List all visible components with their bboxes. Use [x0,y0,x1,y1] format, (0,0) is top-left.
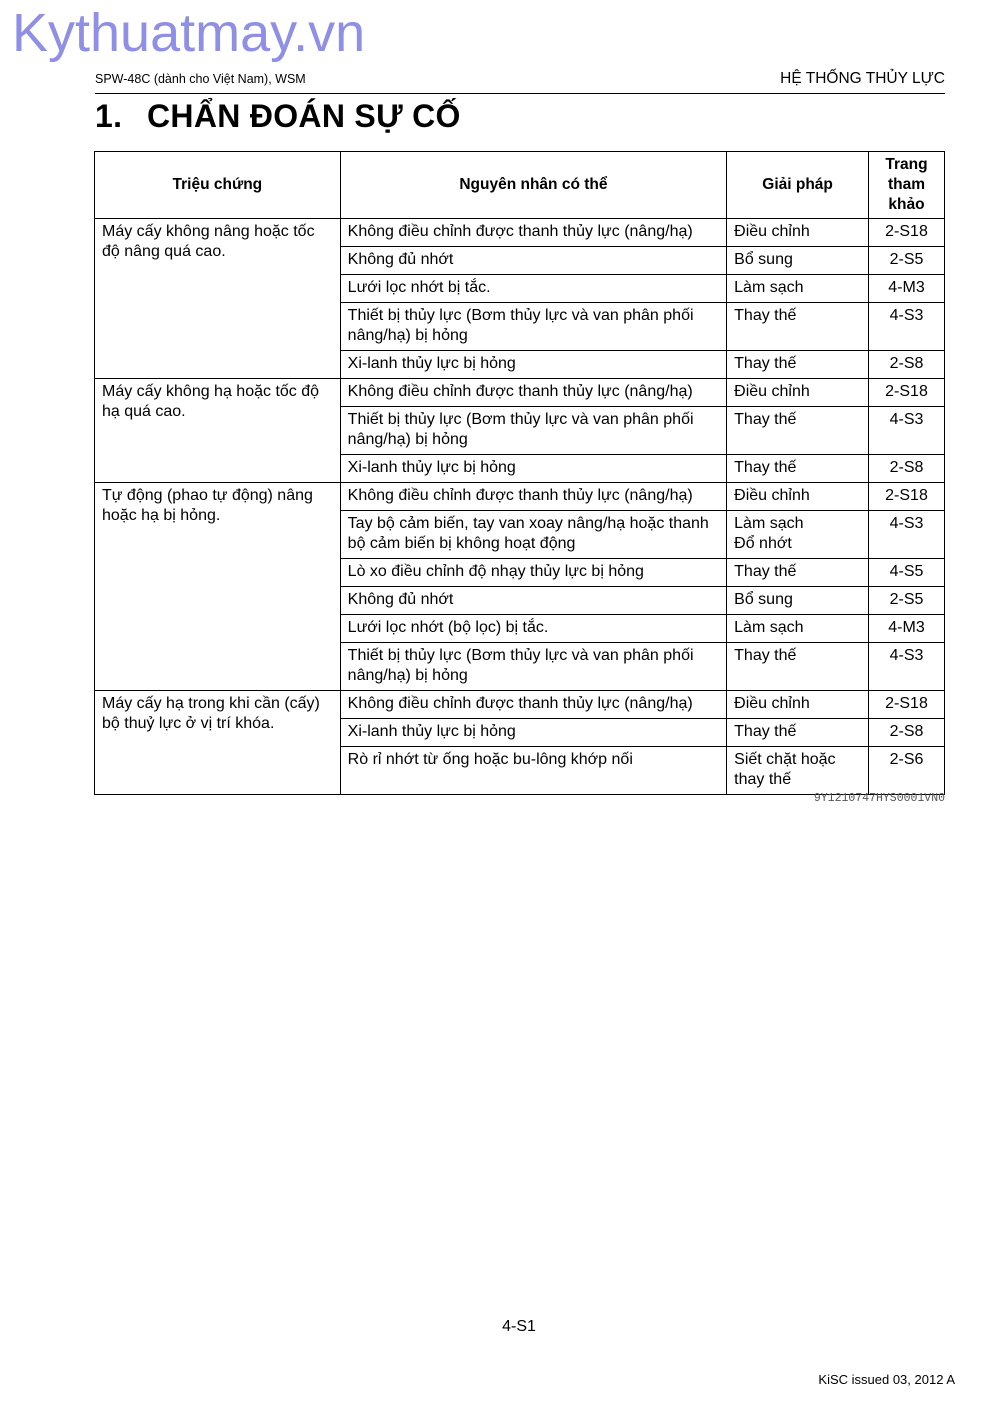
reference-cell: 2-S18 [869,379,945,407]
reference-cell: 2-S18 [869,691,945,719]
page-number: 4-S1 [502,1318,536,1335]
header-reference-text: Trang tham khảo [885,156,928,213]
cause-cell: Xi-lanh thủy lực bị hỏng [340,351,726,379]
solution-cell: Điều chỉnh [727,379,869,407]
header-reference [869,152,945,219]
reference-cell: 2-S18 [869,483,945,511]
cause-cell: Xi-lanh thủy lực bị hỏng [340,455,726,483]
solution-cell: Siết chặt hoặc thay thế [727,747,869,795]
troubleshooting-table [94,151,945,795]
solution-cell: Làm sạch Đổ nhớt [727,511,869,559]
cause-cell: Lưới lọc nhớt (bộ lọc) bị tắc. [340,615,726,643]
solution-cell: Làm sạch [727,615,869,643]
header-section-name: HỆ THỐNG THỦY LỰC [780,70,945,87]
solution-cell: Thay thế [727,559,869,587]
title-number: 1. [95,98,123,134]
reference-cell: 4-S3 [869,303,945,351]
reference-cell: 2-S6 [869,747,945,795]
reference-cell: 2-S8 [869,455,945,483]
cause-cell: Không điều chỉnh được thanh thủy lực (nâng/hạ) [340,691,726,719]
issue-footer: KiSC issued 03, 2012 A [818,1372,955,1387]
solution-cell: Thay thế [727,407,869,455]
document-code: 9Y1210747HYS0001VN0 [813,792,945,805]
reference-cell: 2-S18 [869,219,945,247]
solution-cell: Thay thế [727,455,869,483]
cause-cell: Thiết bị thủy lực (Bơm thủy lực và van phân phối nâng/hạ) bị hỏng [340,643,726,691]
symptom-cell: Máy cấy hạ trong khi cần (cấy) bộ thuỷ lực ở vị trí khóa. [95,691,341,795]
solution-cell: Làm sạch [727,275,869,303]
reference-cell: 4-M3 [869,275,945,303]
symptom-cell: Tự động (phao tự động) nâng hoặc hạ bị hỏng. [95,483,341,691]
solution-cell: Bổ sung [727,247,869,275]
cause-cell: Không đủ nhớt [340,587,726,615]
reference-cell: 4-S3 [869,407,945,455]
cause-cell: Xi-lanh thủy lực bị hỏng [340,719,726,747]
table-row [95,219,945,247]
reference-cell: 4-S3 [869,643,945,691]
solution-cell: Điều chỉnh [727,483,869,511]
page-title [95,98,461,135]
header-rule [95,93,945,94]
cause-cell: Lưới lọc nhớt bị tắc. [340,275,726,303]
header-cause: Nguyên nhân có thể [340,152,726,219]
reference-cell: 4-S3 [869,511,945,559]
table-row [95,483,945,511]
title-text: CHẨN ĐOÁN SỰ CỐ [147,98,461,134]
reference-cell: 4-S5 [869,559,945,587]
table-row [95,691,945,719]
reference-cell: 2-S8 [869,719,945,747]
solution-cell: Thay thế [727,351,869,379]
watermark-logo: Kythuatmay.vn [12,3,366,63]
reference-cell: 2-S5 [869,587,945,615]
table-row [95,379,945,407]
cause-cell: Thiết bị thủy lực (Bơm thủy lực và van phân phối nâng/hạ) bị hỏng [340,303,726,351]
solution-cell: Thay thế [727,719,869,747]
reference-cell: 4-M3 [869,615,945,643]
symptom-cell: Máy cấy không hạ hoặc tốc độ hạ quá cao. [95,379,341,483]
cause-cell: Không đủ nhớt [340,247,726,275]
cause-cell: Không điều chỉnh được thanh thủy lực (nâng/hạ) [340,219,726,247]
reference-cell: 2-S5 [869,247,945,275]
solution-cell: Bổ sung [727,587,869,615]
header-manual-name: SPW-48C (dành cho Việt Nam), WSM [95,72,306,86]
symptom-cell: Máy cấy không nâng hoặc tốc độ nâng quá cao. [95,219,341,379]
header-solution: Giải pháp [727,152,869,219]
solution-cell: Thay thế [727,643,869,691]
header-symptom: Triệu chứng [95,152,341,219]
cause-cell: Lò xo điều chỉnh độ nhạy thủy lực bị hỏng [340,559,726,587]
table-header-row [95,152,945,219]
cause-cell: Thiết bị thủy lực (Bơm thủy lực và van phân phối nâng/hạ) bị hỏng [340,407,726,455]
cause-cell: Không điều chỉnh được thanh thủy lực (nâng/hạ) [340,379,726,407]
reference-cell: 2-S8 [869,351,945,379]
cause-cell: Không điều chỉnh được thanh thủy lực (nâng/hạ) [340,483,726,511]
solution-cell: Thay thế [727,303,869,351]
cause-cell: Tay bộ cảm biến, tay van xoay nâng/hạ hoặc thanh bộ cảm biến bị không hoạt động [340,511,726,559]
cause-cell: Rò rỉ nhớt từ ống hoặc bu-lông khớp nối [340,747,726,795]
solution-cell: Điều chỉnh [727,691,869,719]
solution-cell: Điều chỉnh [727,219,869,247]
